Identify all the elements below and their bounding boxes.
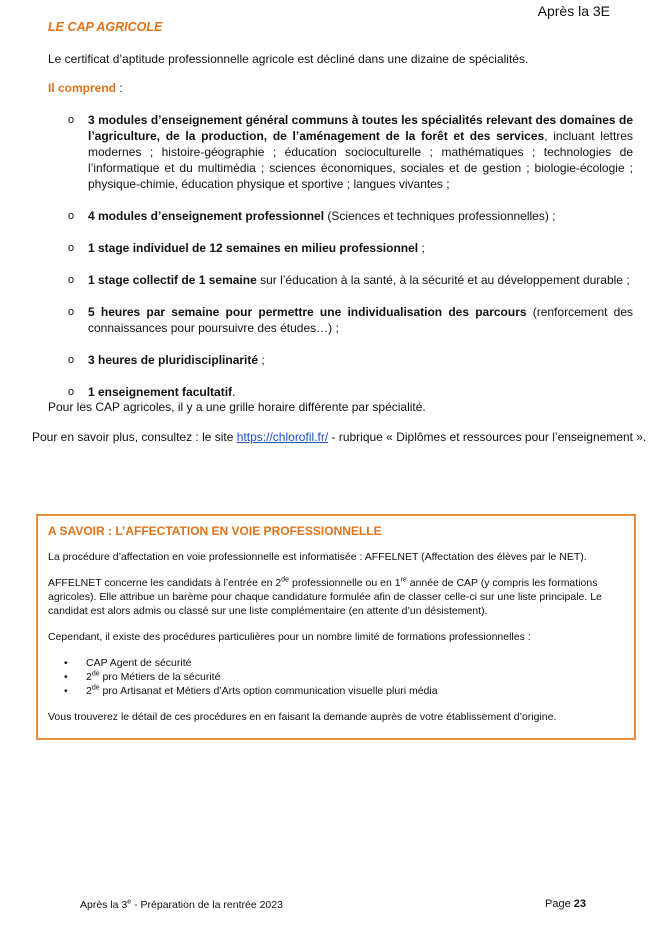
circle-bullet-icon: o [68,306,75,318]
text-run: pro Artisanat et Métiers d’Arts option communication visuelle pluri média [99,685,438,697]
list-item [68,272,633,288]
text-run: pro Métiers de la sécurité [99,671,221,683]
list-item [48,684,624,698]
comprend-label: Il comprend [48,81,117,95]
list-item [68,384,633,400]
intro-paragraph: Le certificat d’aptitude professionnelle agricole est décliné dans une dizaine de spécialités. [48,52,529,66]
text-run: CAP Agent de sécurité [86,657,192,669]
info-box [36,514,636,740]
list-item [68,112,633,192]
list-item [48,656,624,670]
circle-bullet-icon: o [68,386,75,398]
superscript: de [91,684,100,692]
info-paragraph [48,576,624,618]
comprend-suffix: : [116,81,123,95]
item-bold-text: 1 stage individuel de 12 semaines en milieu professionnel [88,241,419,255]
header-page-tag: Après la 3E [537,3,610,19]
section-title: LE CAP AGRICOLE [48,20,163,34]
info-paragraph: Vous trouverez le détail de ces procédures en en faisant la demande auprès de votre établissement d’origine. [48,711,557,723]
module-list [68,112,633,416]
info-paragraph: Cependant, il existe des procédures particulières pour un nombre limité de formations professionnelles : [48,631,531,643]
text-run: année de CAP (y compris les formations agricoles). Elle attribue un barème pour chaque candidature formulée afin de classer celle-ci sur une liste principale. Le candidat est alors admis ou classé sur une liste complémentaire (en attente d’un désistement). [48,577,602,617]
more-info-after: - rubrique « Diplômes et ressources pour l’enseignement ». [328,430,647,444]
page-number [545,898,586,910]
item-text: , incluant lettres modernes ; histoire-géographie ; éducation socioculturelle ; mathématiques ; technologies de l’informatique et du multimédia ; sciences économiques, sociales et de gestion ; biologie-écologie ; physique-chimie, éducation physique et sportive ; langues vivantes ; [88,129,633,191]
list-item [68,240,633,256]
circle-bullet-icon: o [68,114,75,126]
item-text: (renforcement des connaissances pour poursuivre des études…) ; [88,305,633,335]
superscript: de [91,670,100,678]
circle-bullet-icon: o [68,210,75,222]
more-info-before: Pour en savoir plus, consultez : le site [32,430,237,444]
circle-bullet-icon: o [68,354,75,366]
item-bold-text: 1 enseignement facultatif [88,385,233,399]
text-run: AFFELNET concerne les candidats à l’entrée en 2 [48,577,282,589]
comprend-line [48,81,123,95]
text-run: 2 [86,671,92,683]
bullet-dot-icon: • [64,685,68,697]
item-bold-text: 5 heures par semaine pour permettre une individualisation des parcours [88,305,527,319]
list-item [48,670,624,684]
superscript: re [400,576,407,584]
item-text: . [232,385,236,399]
circle-bullet-icon: o [68,242,75,254]
procedure-list [48,656,624,698]
bullet-dot-icon: • [64,657,68,669]
item-bold-text: 4 modules d’enseignement professionnel [88,209,325,223]
info-box-title: A SAVOIR : L’AFFECTATION EN VOIE PROFESSIONNELLE [48,524,382,538]
list-item [68,352,633,368]
list-item [68,208,633,224]
text-run: professionnelle ou en 1 [289,577,401,589]
item-bold-text: 1 stage collectif de 1 semaine [88,273,257,287]
footer-title [80,899,283,911]
more-info-line [32,430,646,444]
text-run: 2 [86,685,92,697]
text-run: Après la 3 [80,899,128,911]
text-run: - Préparation de la rentrée 2023 [131,899,283,911]
page-number-value: 23 [573,898,586,910]
circle-bullet-icon: o [68,274,75,286]
item-text: ; [258,353,265,367]
bullet-dot-icon: • [64,671,68,683]
chlorofil-link[interactable]: https://chlorofil.fr/ [236,430,329,444]
item-text: ; [418,241,425,255]
item-bold-text: 3 modules d’enseignement général communs à toutes les spécialités relevant des domaines de l’agriculture, de la production, de l’aménagement de la forêt et des services [88,113,633,143]
item-text: (Sciences et techniques professionnelles) ; [324,209,556,223]
item-bold-text: 3 heures de pluridisciplinarité [88,353,259,367]
page-label: Page [545,898,574,910]
item-text: sur l’éducation à la santé, à la sécurité et au développement durable ; [256,273,630,287]
superscript: e [127,898,132,906]
grille-paragraph: Pour les CAP agricoles, il y a une grille horaire différente par spécialité. [48,400,426,414]
list-item [68,304,633,336]
info-paragraph: La procédure d’affectation en voie professionnelle est informatisée : AFFELNET (Affectation des élèves par le NET). [48,551,587,563]
superscript: de [281,576,290,584]
